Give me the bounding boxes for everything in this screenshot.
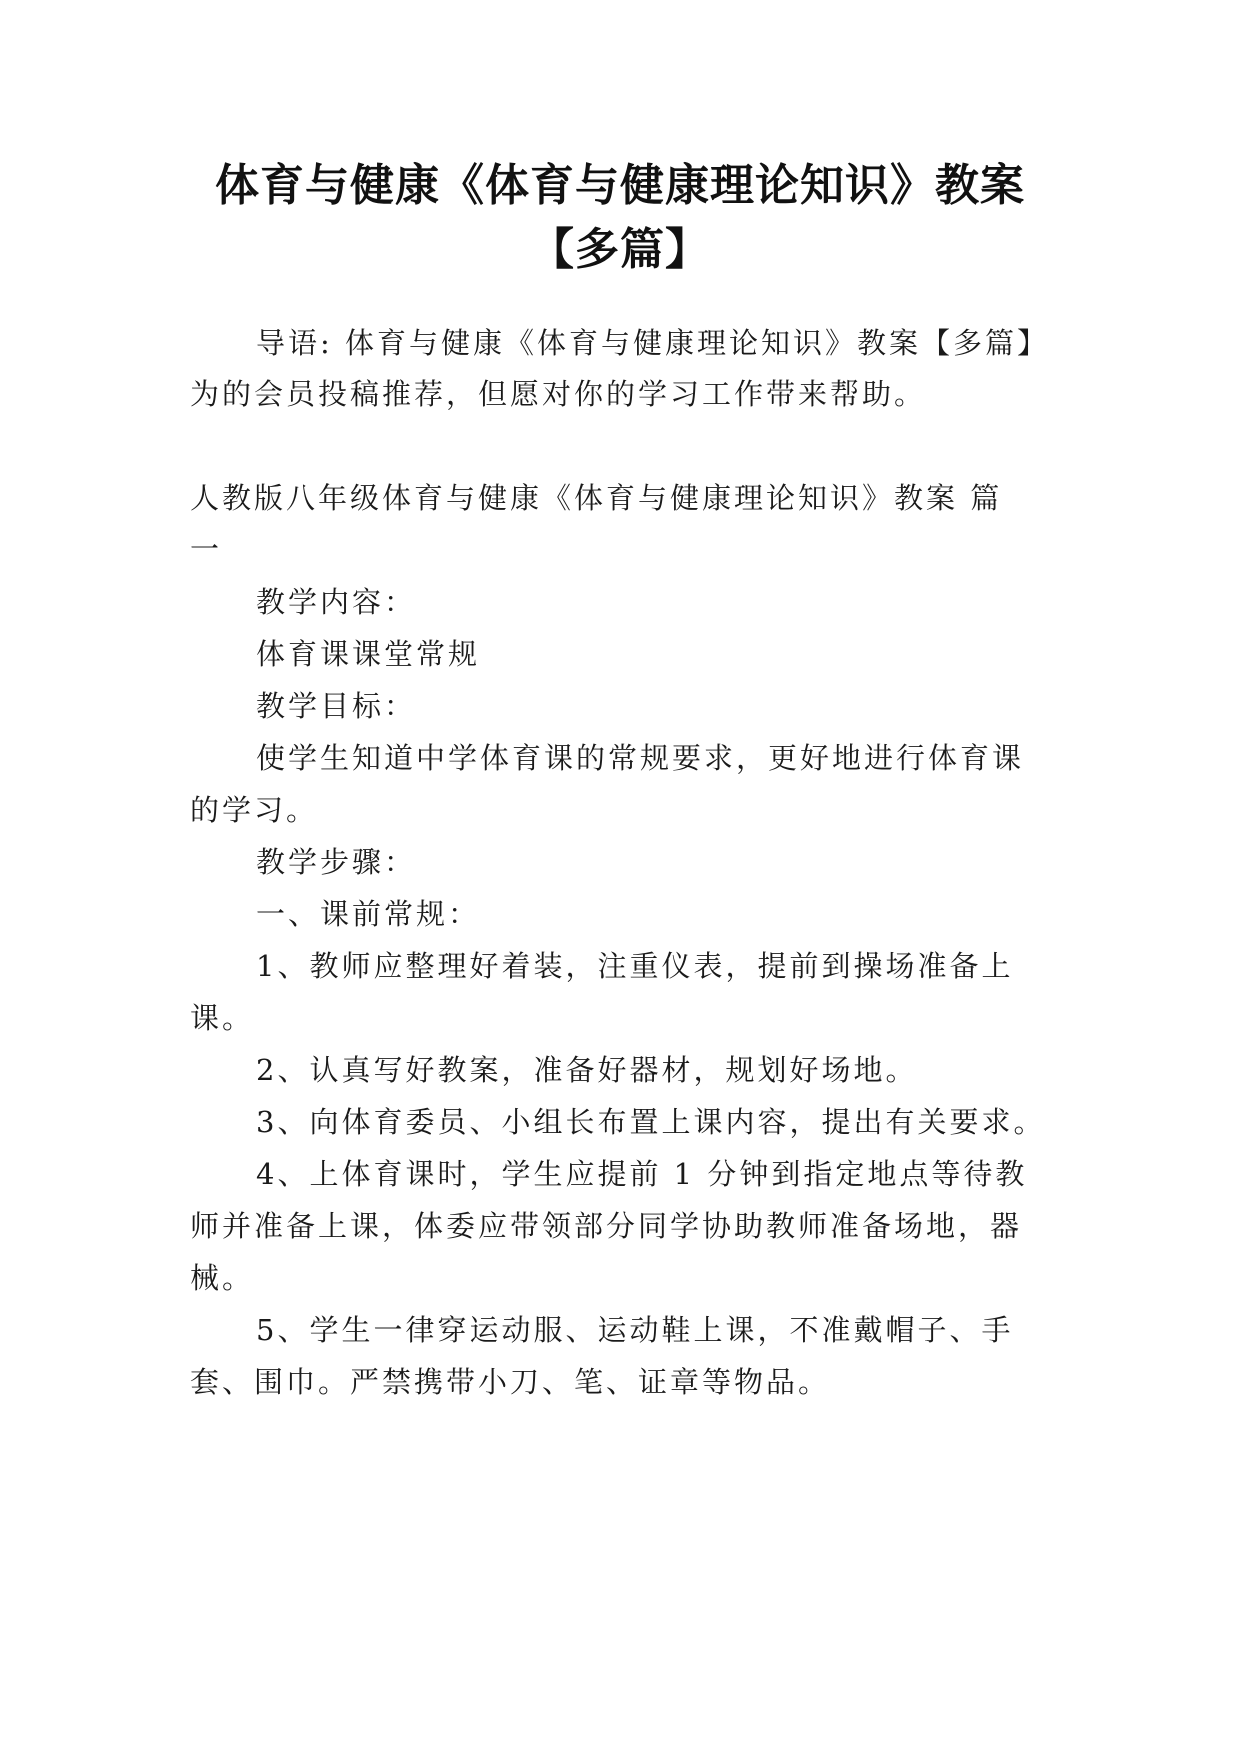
paragraph-line: 教学内容： (256, 585, 417, 619)
paragraph-line: 3、向体育委员、小组长布置上课内容，提出有关要求。 (256, 1105, 1046, 1139)
intro-line: 为的会员投稿推荐，但愿对你的学习工作带来帮助。 (190, 377, 927, 411)
paragraph-line: 教学目标： (256, 689, 417, 723)
paragraph-line: 的学习。 (190, 793, 319, 827)
paragraph-line: 一、课前常规： (256, 897, 481, 931)
paragraph-line: 使学生知道中学体育课的常规要求，更好地进行体育课 (256, 741, 1025, 775)
section-heading: 人教版八年级体育与健康《体育与健康理论知识》教案 篇 (190, 481, 1003, 515)
paragraph-line: 1、教师应整理好着装，注重仪表，提前到操场准备上 (256, 949, 1014, 983)
paragraph-line: 械。 (190, 1261, 255, 1295)
paragraph-line: 课。 (190, 1001, 255, 1035)
document-title-continued: 【多篇】 (530, 224, 710, 275)
paragraph-line: 教学步骤： (256, 845, 417, 879)
paragraph-line: 体育课课堂常规 (256, 637, 481, 671)
section-heading: 一 (190, 532, 223, 566)
intro-line: 导语: 体育与健康《体育与健康理论知识》教案【多篇】 (256, 326, 1049, 360)
paragraph-line: 4、上体育课时，学生应提前 1 分钟到指定地点等待教 (256, 1157, 1028, 1191)
paragraph-line: 套、围巾。严禁携带小刀、笔、证章等物品。 (190, 1365, 831, 1399)
paragraph-line: 2、认真写好教案，准备好器材，规划好场地。 (256, 1053, 918, 1087)
document-title: 体育与健康《体育与健康理论知识》教案 (215, 160, 1025, 211)
paragraph-line: 5、学生一律穿运动服、运动鞋上课，不准戴帽子、手 (256, 1313, 1014, 1347)
paragraph-line: 师并准备上课，体委应带领部分同学协助教师准备场地，器 (190, 1209, 1023, 1243)
